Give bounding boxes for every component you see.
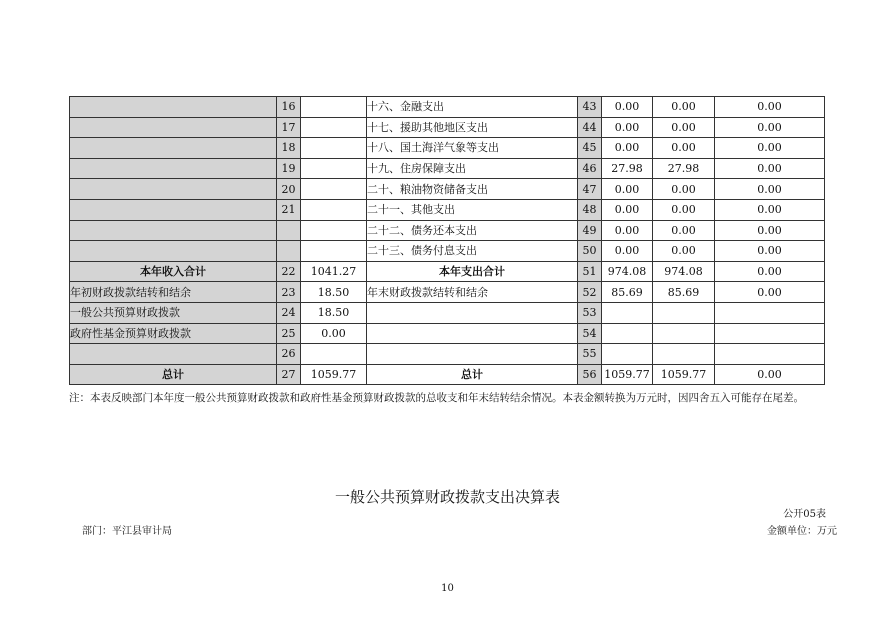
income-item-cell xyxy=(70,138,277,159)
expense-total-cell: 85.69 xyxy=(602,282,653,303)
table-row xyxy=(70,261,825,282)
department-label: 部门：平江县审计局 xyxy=(82,526,172,537)
expense-basic-cell: 0.00 xyxy=(653,220,715,241)
expense-project-cell: 0.00 xyxy=(715,179,825,200)
income-item-cell xyxy=(70,344,277,365)
expense-line-no-cell: 43 xyxy=(578,97,602,118)
expense-project-cell: 0.00 xyxy=(715,117,825,138)
expense-total-cell: 974.08 xyxy=(602,261,653,282)
income-item-cell: 政府性基金预算财政拨款 xyxy=(70,323,277,344)
expense-project-cell: 0.00 xyxy=(715,282,825,303)
expense-total-cell xyxy=(602,323,653,344)
table-row xyxy=(70,97,825,118)
table-row xyxy=(70,241,825,262)
expense-project-cell: 0.00 xyxy=(715,220,825,241)
income-amount-cell: 1041.27 xyxy=(301,261,367,282)
income-amount-cell xyxy=(301,344,367,365)
expense-basic-cell: 27.98 xyxy=(653,158,715,179)
table-row xyxy=(70,323,825,344)
income-amount-cell: 18.50 xyxy=(301,302,367,323)
expense-project-cell: 0.00 xyxy=(715,97,825,118)
expense-basic-cell: 0.00 xyxy=(653,199,715,220)
expense-item-cell: 二十、粮油物资储备支出 xyxy=(367,179,578,200)
income-item-cell xyxy=(70,97,277,118)
table-row xyxy=(70,344,825,365)
expense-project-cell xyxy=(715,323,825,344)
table-row xyxy=(70,138,825,159)
table-footnote: 注：本表反映部门本年度一般公共预算财政拨款和政府性基金预算财政拨款的总收支和年末结转结余情况。本表金额转换为万元时，因四舍五入可能存在尾差。 xyxy=(69,392,804,404)
expense-line-no-cell: 52 xyxy=(578,282,602,303)
expense-line-no-cell: 51 xyxy=(578,261,602,282)
income-line-no-cell: 25 xyxy=(277,323,301,344)
table-row xyxy=(70,364,825,385)
income-amount-cell xyxy=(301,97,367,118)
expense-project-cell: 0.00 xyxy=(715,158,825,179)
expense-item-cell: 二十一、其他支出 xyxy=(367,199,578,220)
page-number: 10 xyxy=(441,583,454,594)
expense-item-cell: 总计 xyxy=(367,364,578,385)
income-amount-cell: 18.50 xyxy=(301,282,367,303)
expense-project-cell xyxy=(715,302,825,323)
expense-line-no-cell: 46 xyxy=(578,158,602,179)
expense-basic-cell: 85.69 xyxy=(653,282,715,303)
income-item-cell xyxy=(70,117,277,138)
table-row xyxy=(70,117,825,138)
table-row xyxy=(70,282,825,303)
expense-total-cell: 0.00 xyxy=(602,199,653,220)
form-number: 公开05表 xyxy=(783,509,826,520)
expense-line-no-cell: 48 xyxy=(578,199,602,220)
expense-basic-cell: 0.00 xyxy=(653,138,715,159)
expense-total-cell: 0.00 xyxy=(602,241,653,262)
expense-item-cell: 二十三、债务付息支出 xyxy=(367,241,578,262)
income-item-cell: 一般公共预算财政拨款 xyxy=(70,302,277,323)
income-amount-cell: 0.00 xyxy=(301,323,367,344)
income-amount-cell: 1059.77 xyxy=(301,364,367,385)
income-item-cell xyxy=(70,220,277,241)
income-amount-cell xyxy=(301,199,367,220)
income-item-cell xyxy=(70,179,277,200)
expense-basic-cell: 0.00 xyxy=(653,241,715,262)
expense-project-cell: 0.00 xyxy=(715,241,825,262)
expense-line-no-cell: 54 xyxy=(578,323,602,344)
expense-basic-cell: 974.08 xyxy=(653,261,715,282)
income-line-no-cell: 17 xyxy=(277,117,301,138)
income-amount-cell xyxy=(301,117,367,138)
next-table-title: 一般公共预算财政拨款支出决算表 xyxy=(334,488,560,506)
income-amount-cell xyxy=(301,179,367,200)
expense-item-cell: 十九、住房保障支出 xyxy=(367,158,578,179)
expense-line-no-cell: 47 xyxy=(578,179,602,200)
income-line-no-cell: 21 xyxy=(277,199,301,220)
expense-item-cell: 十六、金融支出 xyxy=(367,97,578,118)
expense-line-no-cell: 56 xyxy=(578,364,602,385)
expense-item-cell: 十七、援助其他地区支出 xyxy=(367,117,578,138)
income-item-cell: 本年收入合计 xyxy=(70,261,277,282)
fiscal-appropriation-table xyxy=(69,96,825,385)
expense-line-no-cell: 45 xyxy=(578,138,602,159)
income-line-no-cell: 18 xyxy=(277,138,301,159)
expense-line-no-cell: 44 xyxy=(578,117,602,138)
expense-total-cell xyxy=(602,302,653,323)
expense-project-cell xyxy=(715,344,825,365)
income-line-no-cell: 23 xyxy=(277,282,301,303)
income-line-no-cell: 26 xyxy=(277,344,301,365)
table-row xyxy=(70,158,825,179)
expense-line-no-cell: 50 xyxy=(578,241,602,262)
expense-basic-cell: 0.00 xyxy=(653,179,715,200)
income-amount-cell xyxy=(301,220,367,241)
expense-total-cell: 27.98 xyxy=(602,158,653,179)
income-line-no-cell: 24 xyxy=(277,302,301,323)
expense-item-cell: 年末财政拨款结转和结余 xyxy=(367,282,578,303)
expense-line-no-cell: 49 xyxy=(578,220,602,241)
income-item-cell: 年初财政拨款结转和结余 xyxy=(70,282,277,303)
expense-line-no-cell: 53 xyxy=(578,302,602,323)
expense-line-no-cell: 55 xyxy=(578,344,602,365)
amount-unit-label: 金额单位：万元 xyxy=(767,526,837,537)
income-line-no-cell xyxy=(277,220,301,241)
expense-total-cell: 0.00 xyxy=(602,138,653,159)
table-row xyxy=(70,302,825,323)
table-row xyxy=(70,179,825,200)
income-line-no-cell: 16 xyxy=(277,97,301,118)
income-line-no-cell: 22 xyxy=(277,261,301,282)
expense-project-cell: 0.00 xyxy=(715,364,825,385)
expense-item-cell xyxy=(367,323,578,344)
income-line-no-cell: 20 xyxy=(277,179,301,200)
income-item-cell xyxy=(70,241,277,262)
expense-item-cell: 二十二、债务还本支出 xyxy=(367,220,578,241)
expense-item-cell: 十八、国土海洋气象等支出 xyxy=(367,138,578,159)
income-amount-cell xyxy=(301,241,367,262)
income-item-cell: 总计 xyxy=(70,364,277,385)
expense-item-cell: 本年支出合计 xyxy=(367,261,578,282)
expense-basic-cell xyxy=(653,344,715,365)
expense-item-cell xyxy=(367,344,578,365)
expense-item-cell xyxy=(367,302,578,323)
expense-basic-cell: 1059.77 xyxy=(653,364,715,385)
income-item-cell xyxy=(70,158,277,179)
expense-project-cell: 0.00 xyxy=(715,138,825,159)
income-line-no-cell: 19 xyxy=(277,158,301,179)
income-line-no-cell: 27 xyxy=(277,364,301,385)
expense-basic-cell: 0.00 xyxy=(653,117,715,138)
income-amount-cell xyxy=(301,158,367,179)
table-row xyxy=(70,220,825,241)
income-item-cell xyxy=(70,199,277,220)
expense-project-cell: 0.00 xyxy=(715,261,825,282)
expense-project-cell: 0.00 xyxy=(715,199,825,220)
income-line-no-cell xyxy=(277,241,301,262)
expense-total-cell: 0.00 xyxy=(602,117,653,138)
table-row xyxy=(70,199,825,220)
expense-total-cell xyxy=(602,344,653,365)
income-amount-cell xyxy=(301,138,367,159)
expense-total-cell: 0.00 xyxy=(602,220,653,241)
expense-basic-cell xyxy=(653,302,715,323)
expense-total-cell: 0.00 xyxy=(602,97,653,118)
expense-basic-cell xyxy=(653,323,715,344)
expense-basic-cell: 0.00 xyxy=(653,97,715,118)
expense-total-cell: 0.00 xyxy=(602,179,653,200)
expense-total-cell: 1059.77 xyxy=(602,364,653,385)
